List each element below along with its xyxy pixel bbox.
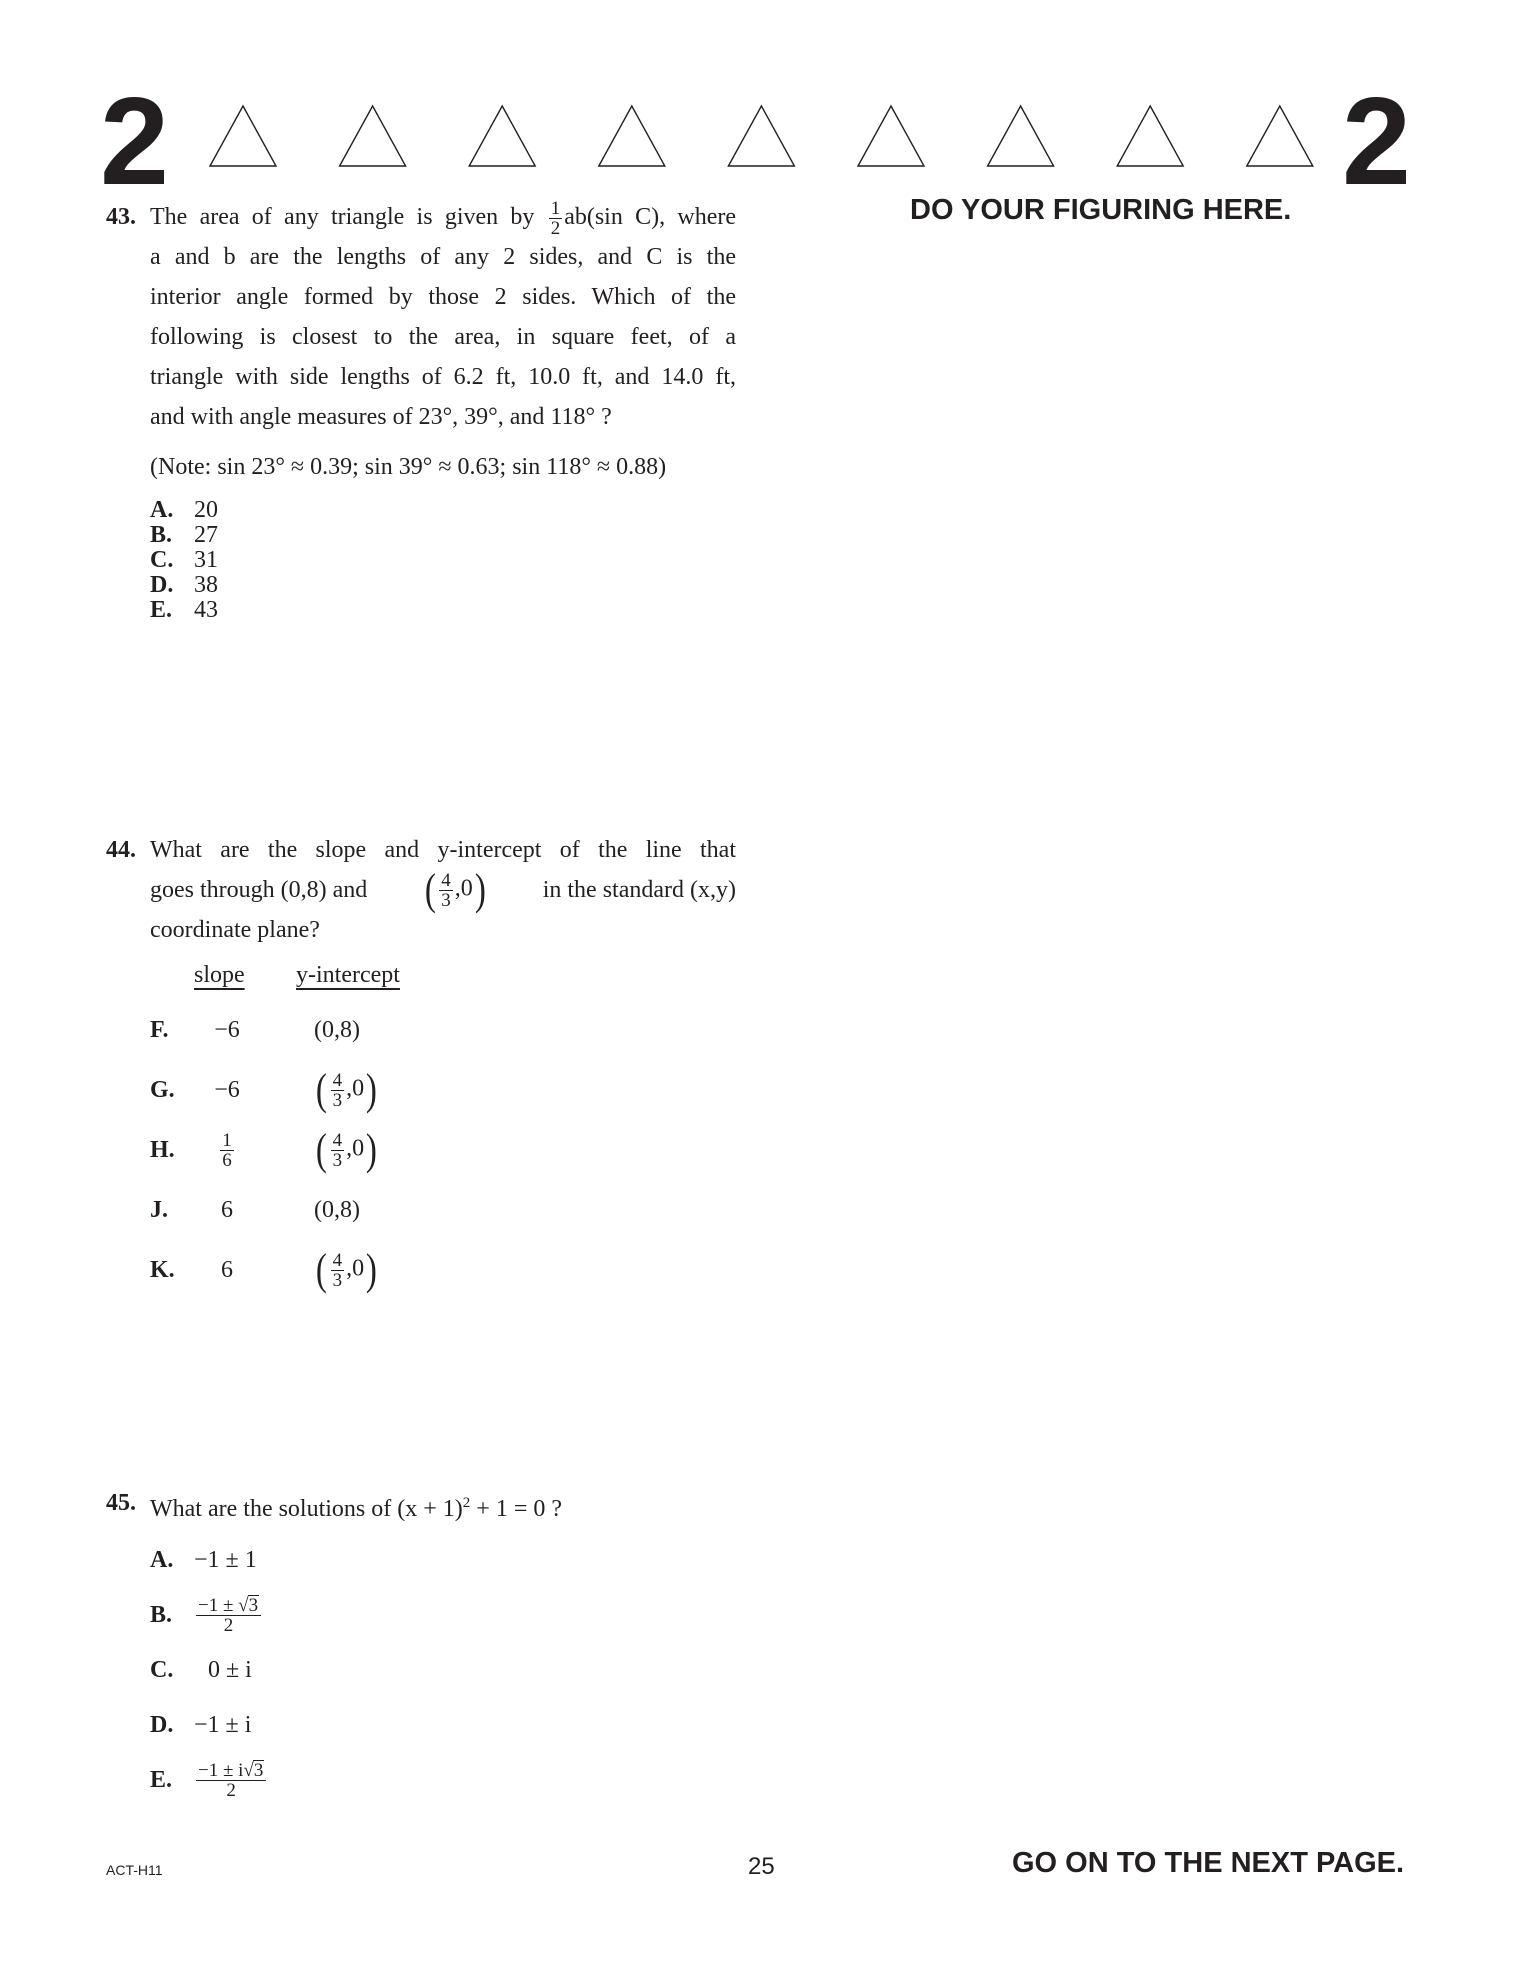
question-text [150,1483,736,1529]
figuring-note: DO YOUR FIGURING HERE. [910,194,1292,226]
choice-slope: −6 [214,1016,240,1043]
point-tail: ,0 [346,1075,365,1102]
exponent: 2 [462,1495,471,1511]
point-tail: ,0 [346,1255,365,1282]
fraction-half [549,199,563,238]
choice-value: 20 [194,497,218,523]
triangle-icon [1117,106,1183,166]
choice-letter: D. [150,1711,174,1738]
choice-letter: G. [150,1076,175,1103]
choice-letter: A. [150,497,174,523]
fraction-numerator: 1 [222,1129,232,1151]
choice-value: 43 [194,597,218,623]
answer-choice-d[interactable] [150,573,218,598]
choice-letter: J. [150,1196,168,1223]
question-line: What are the slope and y-intercept of the line that [150,837,736,863]
fraction-numerator: 4 [441,869,451,891]
answer-choice-b[interactable] [150,523,218,548]
question-text-part: The area of any triangle is given by [150,204,535,230]
answer-choice-e[interactable] [150,1755,550,1805]
choice-letter: B. [150,1601,173,1628]
choice-letter: K. [150,1256,175,1283]
fraction-numerator: 1 [550,197,561,219]
question-text-part: What are the solutions of (x + 1) [150,1496,463,1522]
triangle-icon [858,106,924,166]
point-tail: ,0 [454,875,473,902]
choice-letter: B. [150,522,173,548]
question-line: following is closest to the area, in square feet, of a [150,324,736,350]
fraction-denominator: 2 [223,1615,234,1636]
question-line [150,197,736,237]
question-line: interior angle formed by those 2 sides. Which of the [150,284,736,310]
choice-value: $\frac{-1 \pm i√3}{2}$ [194,1760,268,1800]
question-number: 45. [106,1490,136,1516]
triangle-icon [599,106,665,166]
answer-choice-j[interactable] [150,1185,550,1235]
question-text [150,830,736,950]
choice-value: $\frac{-1 \pm √3}{2}$ [194,1595,263,1635]
radicand: 3 [248,1595,259,1616]
answer-choice-g[interactable] [150,1065,550,1115]
choice-value: 38 [194,572,218,598]
triangle-icon [469,106,535,166]
fraction-denominator: 6 [222,1149,232,1171]
question-text-part: goes through (0,8) and [150,877,368,903]
answer-choice-a[interactable] [150,498,218,523]
choice-letter: D. [150,572,174,598]
fraction-denominator: 3 [441,889,451,911]
answer-choice-f[interactable] [150,1005,550,1055]
question-text-part: in the standard (x,y) [542,877,736,903]
question-line [150,865,736,914]
radicand: 3 [253,1760,264,1781]
question-note: (Note: sin 23° ≈ 0.39; sin 39° ≈ 0.63; sin 118° ≈ 0.88) [150,454,667,480]
answer-choice-a[interactable] [150,1535,550,1585]
answer-choice-k[interactable] [150,1245,550,1295]
section-number-right: 2 [1342,73,1409,211]
page-number: 25 [748,1853,775,1880]
triangle-icon [210,106,276,166]
next-page-note: GO ON TO THE NEXT PAGE. [1012,1847,1405,1879]
choice-letter: A. [150,1546,174,1573]
fraction-denominator: 2 [550,217,561,239]
fraction-numerator: 4 [332,1129,343,1151]
answer-choice-h[interactable] [150,1125,550,1175]
question-line: triangle with side lengths of 6.2 ft, 10.0 ft, and 14.0 ft, [150,364,736,390]
triangle-icon [988,106,1054,166]
choice-letter: F. [150,1016,169,1043]
numerator-text: −1 ± i [198,1760,244,1781]
numerator-text: −1 ± [198,1595,239,1616]
answer-choice-b[interactable] [150,1590,550,1640]
answer-choice-c[interactable] [150,1645,550,1695]
choice-slope: 6 [221,1256,233,1283]
choice-letter: E. [150,597,173,623]
choice-value: −1 ± i [194,1711,252,1738]
choice-slope [196,1131,258,1170]
column-header-slope: slope [194,962,245,988]
test-code: ACT-H11 [106,1862,163,1878]
choice-y-intercept: ( $\frac{4}{3}$ ,0) [315,1125,377,1174]
fraction-numerator: 4 [332,1249,343,1271]
choice-slope: 6 [221,1196,233,1223]
question-number: 44. [106,837,136,863]
answer-choice-d[interactable] [150,1700,550,1750]
fraction-denominator: 3 [332,1269,343,1291]
choice-y-intercept: (0,8) [314,1196,360,1223]
choice-value: 0 ± i [208,1656,252,1683]
triangle-icon [728,106,794,166]
choice-value: 27 [194,522,218,548]
question-line: a and b are the lengths of any 2 sides, and C is the [150,244,736,270]
choice-slope: −6 [214,1076,240,1103]
answer-choice-c[interactable] [150,548,218,573]
question-line: coordinate plane? [150,917,320,943]
fraction-denominator: 2 [226,1780,236,1801]
choice-value: 31 [194,547,218,573]
fraction-denominator: 3 [332,1089,343,1111]
triangle-icon [340,106,406,166]
formula-tail: ab(sin C), where [564,204,737,230]
choice-value: −1 ± 1 [194,1546,257,1573]
fraction-numerator: 4 [332,1069,343,1091]
question-text-part: + 1 = 0 ? [470,1496,563,1522]
question-text [150,197,736,487]
choice-y-intercept: ( $\frac{4}{3}$ ,0) [315,1245,377,1294]
triangle-icon [1247,106,1313,166]
choice-letter: C. [150,547,174,573]
fraction-denominator: 3 [332,1149,343,1171]
triangle-strip [200,104,1330,174]
choice-y-intercept: (0,8) [314,1016,360,1043]
point-expression: ( $\frac{4}{3}$ ,0) [424,865,486,914]
section-number-left: 2 [100,73,167,211]
column-header-y-intercept: y-intercept [296,962,400,988]
choice-letter: C. [150,1656,174,1683]
choice-letter: H. [150,1136,175,1163]
point-tail: ,0 [346,1135,365,1162]
question-line: and with angle measures of 23°, 39°, and 118° ? [150,404,612,430]
choice-y-intercept: ( $\frac{4}{3}$ ,0) [315,1065,377,1114]
choice-letter: E. [150,1766,173,1793]
question-number: 43. [106,204,136,230]
answer-choice-e[interactable] [150,598,218,623]
